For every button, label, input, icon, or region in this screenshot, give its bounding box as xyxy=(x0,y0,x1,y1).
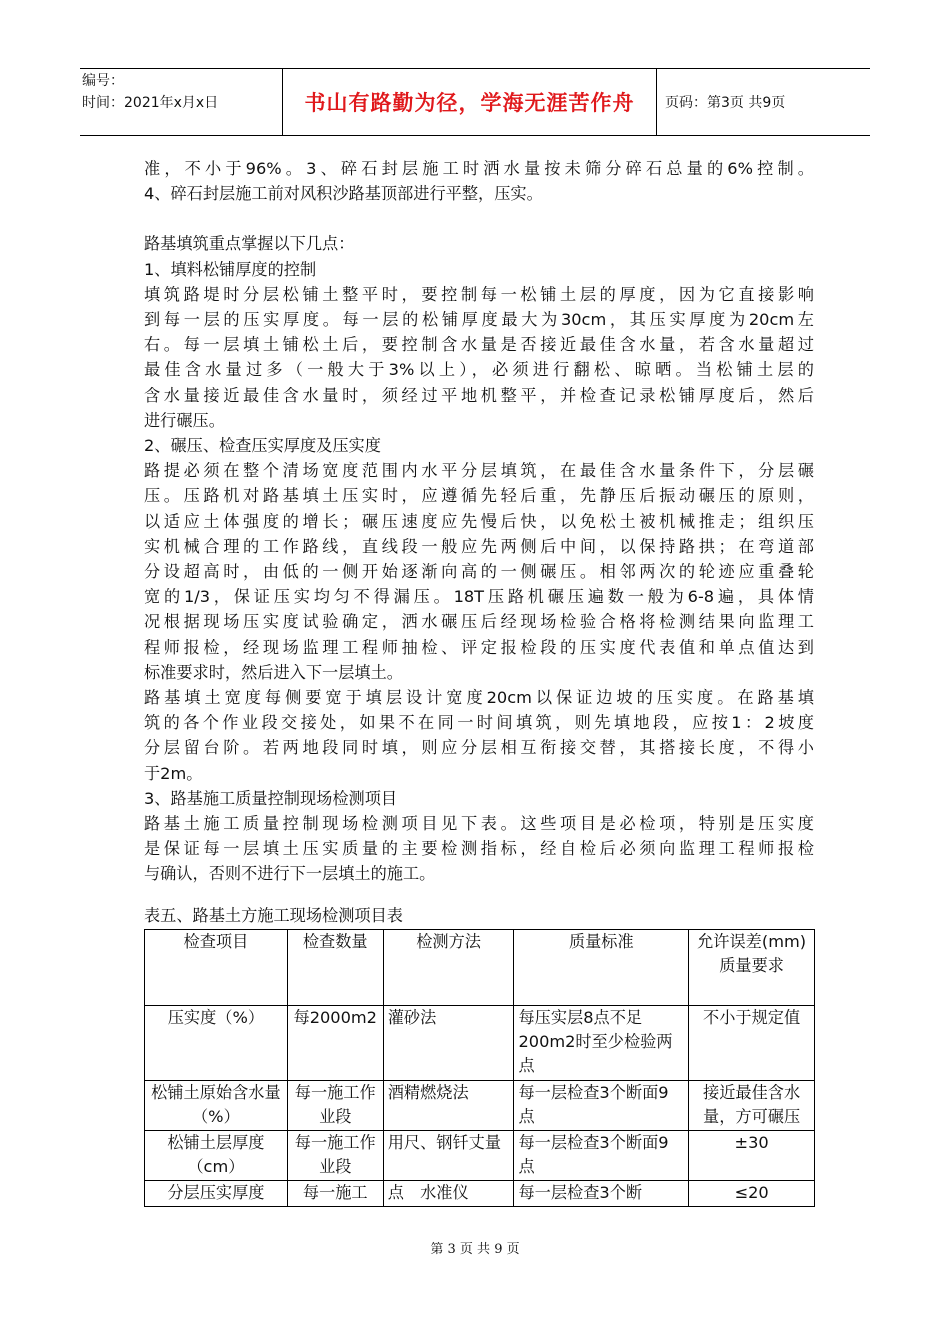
paragraph-line: 路提必须在整个清场宽度范围内水平分层填筑，在最佳含水量条件下，分层碾 xyxy=(144,461,814,481)
table-cell: 松铺土原始含水量（%） xyxy=(145,1081,288,1131)
inspection-table xyxy=(144,929,815,1207)
paragraph-line: 分层留台阶。若两地段同时填，则应分层相互衔接交替，其搭接长度，不得小 xyxy=(144,738,814,758)
table-cell: 每一层检查3个断面9点 xyxy=(514,1081,689,1131)
table-cell: 酒精燃烧法 xyxy=(383,1081,514,1131)
header-motto: 书山有路勤为径，学海无涯苦作舟 xyxy=(283,69,657,135)
table-cell: 每一层检查3个断 xyxy=(514,1181,689,1207)
section-heading: 3、路基施工质量控制现场检测项目 xyxy=(144,788,398,808)
table-cell: 用尺、钢钎丈量 xyxy=(383,1131,514,1181)
paragraph-line: 筑的各个作业段交接处，如果不在同一时间填筑，则先填地段，应按1：2坡度 xyxy=(144,713,814,733)
blank-line xyxy=(144,206,814,231)
table-cell: 分层压实厚度 xyxy=(145,1181,288,1207)
paragraph-line: 填筑路堤时分层松铺土整平时，要控制每一松铺土层的厚度，因为它直接影响 xyxy=(144,284,814,304)
paragraph-line: 况根据现场压实度试验确定，洒水碾压后经现场检验合格将检测结果向监理工 xyxy=(144,612,814,632)
paragraph-line: 标准要求时，然后进入下一层填土。 xyxy=(144,662,403,682)
table-row xyxy=(145,1181,815,1207)
paragraph-line: 宽的1/3，保证压实均匀不得漏压。18T压路机碾压遍数一般为6-8遍，具体情 xyxy=(144,587,814,607)
table-cell: 每一施工 xyxy=(287,1181,383,1207)
table-header-cell: 质量标准 xyxy=(514,930,689,1006)
header-page-number: 页码：第3页 共9页 xyxy=(665,95,786,111)
paragraph-line: 路基填土宽度每侧要宽于填层设计宽度20cm以保证边坡的压实度。在路基填 xyxy=(144,688,814,708)
table-cell: 点 水准仪 xyxy=(383,1181,514,1207)
paragraph-line: 进行碾压。 xyxy=(144,410,225,430)
document-number: 编号： xyxy=(82,73,124,89)
section-heading: 路基填筑重点掌握以下几点： xyxy=(144,234,355,254)
table-header-cell: 检查项目 xyxy=(145,930,288,1006)
table-cell: 每一层检查3个断面9点 xyxy=(514,1131,689,1181)
table-cell: 接近最佳含水量，方可碾压 xyxy=(689,1081,815,1131)
table-cell: 灌砂法 xyxy=(383,1006,514,1081)
paragraph-line: 程师报检，经现场监理工程师抽检、评定报检段的压实度代表值和单点值达到 xyxy=(144,637,814,657)
page-footer: 第 3 页 共 9 页 xyxy=(430,1242,520,1257)
paragraph-line: 右。每一层填土铺松土后，要控制含水量是否接近最佳含水量，若含水量超过 xyxy=(144,335,814,355)
paragraph-line: 与确认，否则不进行下一层填土的施工。 xyxy=(144,864,436,884)
paragraph-line: 实机械合理的工作路线，直线段一般应先两侧后中间，以保持路拱；在弯道部 xyxy=(144,536,814,556)
header-meta xyxy=(80,69,283,135)
paragraph-line: 于2m。 xyxy=(144,763,203,783)
document-body xyxy=(144,156,814,887)
table-cell: 每一施工作业段 xyxy=(287,1131,383,1181)
table-cell: 每一施工作业段 xyxy=(287,1081,383,1131)
paragraph-line: 分设超高时，由低的一侧开始逐渐向高的一侧碾压。相邻两次的轮迹应重叠轮 xyxy=(144,562,814,582)
paragraph-line: 含水量接近最佳含水量时，须经过平地机整平，并检查记录松铺厚度后，然后 xyxy=(144,385,814,405)
paragraph-line: 压。压路机对路基填土压实时，应遵循先轻后重，先静压后振动碾压的原则， xyxy=(144,486,814,506)
table-cell: 不小于规定值 xyxy=(689,1006,815,1081)
table-cell: 每2000m2 xyxy=(287,1006,383,1081)
table-row xyxy=(145,1081,815,1131)
table-cell: 压实度（%） xyxy=(145,1006,288,1081)
table-header-row xyxy=(145,930,815,1006)
paragraph-line: 准，不小于96%。3、碎石封层施工时洒水量按未筛分碎石总量的6%控制。 xyxy=(144,159,814,178)
table-header-cell: 允许误差(mm) 质量要求 xyxy=(689,930,815,1006)
table-cell: ±30 xyxy=(689,1131,815,1181)
paragraph-line: 是保证每一层填土压实质量的主要检测指标，经自检后必须向监理工程师报检 xyxy=(144,839,814,859)
document-date: 时间：2021年x月x日 xyxy=(82,95,219,111)
paragraph-line: 最佳含水量过多（一般大于3%以上），必须进行翻松、晾晒。当松铺土层的 xyxy=(144,360,814,380)
table-title: 表五、路基土方施工现场检测项目表 xyxy=(144,906,403,925)
paragraph-line: 到每一层的压实厚度。每一层的松铺厚度最大为30cm，其压实厚度为20cm左 xyxy=(144,310,814,330)
table-row xyxy=(145,1131,815,1181)
section-heading: 1、填料松铺厚度的控制 xyxy=(144,259,317,279)
table-header-cell: 检测方法 xyxy=(383,930,514,1006)
paragraph-line: 路基土施工质量控制现场检测项目见下表。这些项目是必检项，特别是压实度 xyxy=(144,814,814,834)
section-heading: 2、碾压、检查压实厚度及压实度 xyxy=(144,436,381,456)
paragraph-line: 以适应土体强度的增长；碾压速度应先慢后快，以免松土被机械推走；组织压 xyxy=(144,511,814,531)
table-cell: 松铺土层厚度（cm） xyxy=(145,1131,288,1181)
table-cell: ≤20 xyxy=(689,1181,815,1207)
table-cell: 每压实层8点不足200m2时至少检验两点 xyxy=(514,1006,689,1081)
paragraph-line: 4、碎石封层施工前对风积沙路基顶部进行平整，压实。 xyxy=(144,184,543,204)
table-header-cell: 检查数量 xyxy=(287,930,383,1006)
table-row xyxy=(145,1006,815,1081)
page-header xyxy=(80,68,870,136)
